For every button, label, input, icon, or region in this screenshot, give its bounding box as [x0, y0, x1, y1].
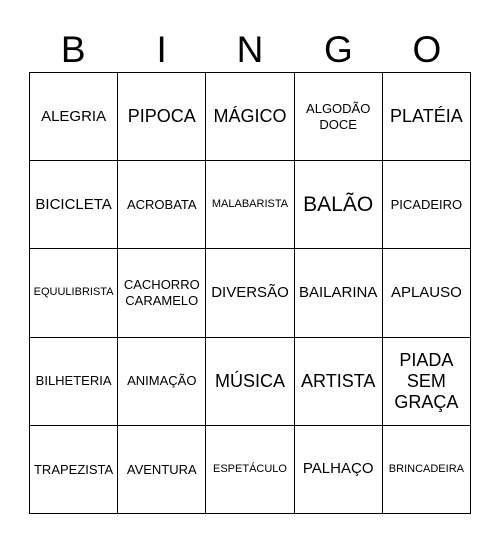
bingo-cell-r2-c2[interactable]: ACROBATA [118, 161, 206, 249]
bingo-cell-r5-c1[interactable]: TRAPEZISTA [30, 426, 118, 514]
bingo-cell-r4-c2[interactable]: ANIMAÇÃO [118, 338, 206, 426]
bingo-cell-r3-c4[interactable]: BAILARINA [295, 249, 383, 337]
bingo-cell-r3-c3[interactable]: DIVERSÃO [206, 249, 294, 337]
bingo-cell-r1-c3[interactable]: MÁGICO [206, 73, 294, 161]
header-letter-g: G [324, 29, 353, 70]
bingo-cell-r5-c2[interactable]: AVENTURA [118, 426, 206, 514]
bingo-cell-r3-c2[interactable]: CACHORRO CARAMELO [118, 249, 206, 337]
bingo-cell-r2-c5[interactable]: PICADEIRO [383, 161, 471, 249]
header-letter-i: I [156, 29, 167, 70]
bingo-cell-r5-c3[interactable]: ESPETÁCULO [206, 426, 294, 514]
bingo-cell-r2-c3[interactable]: MALABARISTA [206, 161, 294, 249]
bingo-cell-r4-c3[interactable]: MÚSICA [206, 338, 294, 426]
header-letter-o: O [412, 29, 442, 70]
bingo-cell-r3-c5[interactable]: APLAUSO [383, 249, 471, 337]
bingo-cell-r3-c1[interactable]: EQUULIBRISTA [30, 249, 118, 337]
bingo-cell-r2-c1[interactable]: BICICLETA [30, 161, 118, 249]
bingo-cell-r1-c1[interactable]: ALEGRIA [30, 73, 118, 161]
bingo-cell-r1-c4[interactable]: ALGODÃO DOCE [295, 73, 383, 161]
bingo-cell-r2-c4[interactable]: BALÃO [295, 161, 383, 249]
bingo-card-grid [29, 72, 471, 514]
bingo-cell-r5-c5[interactable]: BRINCADEIRA [383, 426, 471, 514]
bingo-cell-r1-c2[interactable]: PIPOCA [118, 73, 206, 161]
bingo-cell-r4-c5[interactable]: PIADA SEM GRAÇA [383, 338, 471, 426]
bingo-cell-r1-c5[interactable]: PLATÉIA [383, 73, 471, 161]
header-letter-b: B [60, 29, 86, 70]
bingo-cell-r4-c4[interactable]: ARTISTA [295, 338, 383, 426]
header-letter-n: N [236, 29, 264, 70]
bingo-header [29, 28, 471, 72]
bingo-cell-r4-c1[interactable]: BILHETERIA [30, 338, 118, 426]
bingo-cell-r5-c4[interactable]: PALHAÇO [295, 426, 383, 514]
